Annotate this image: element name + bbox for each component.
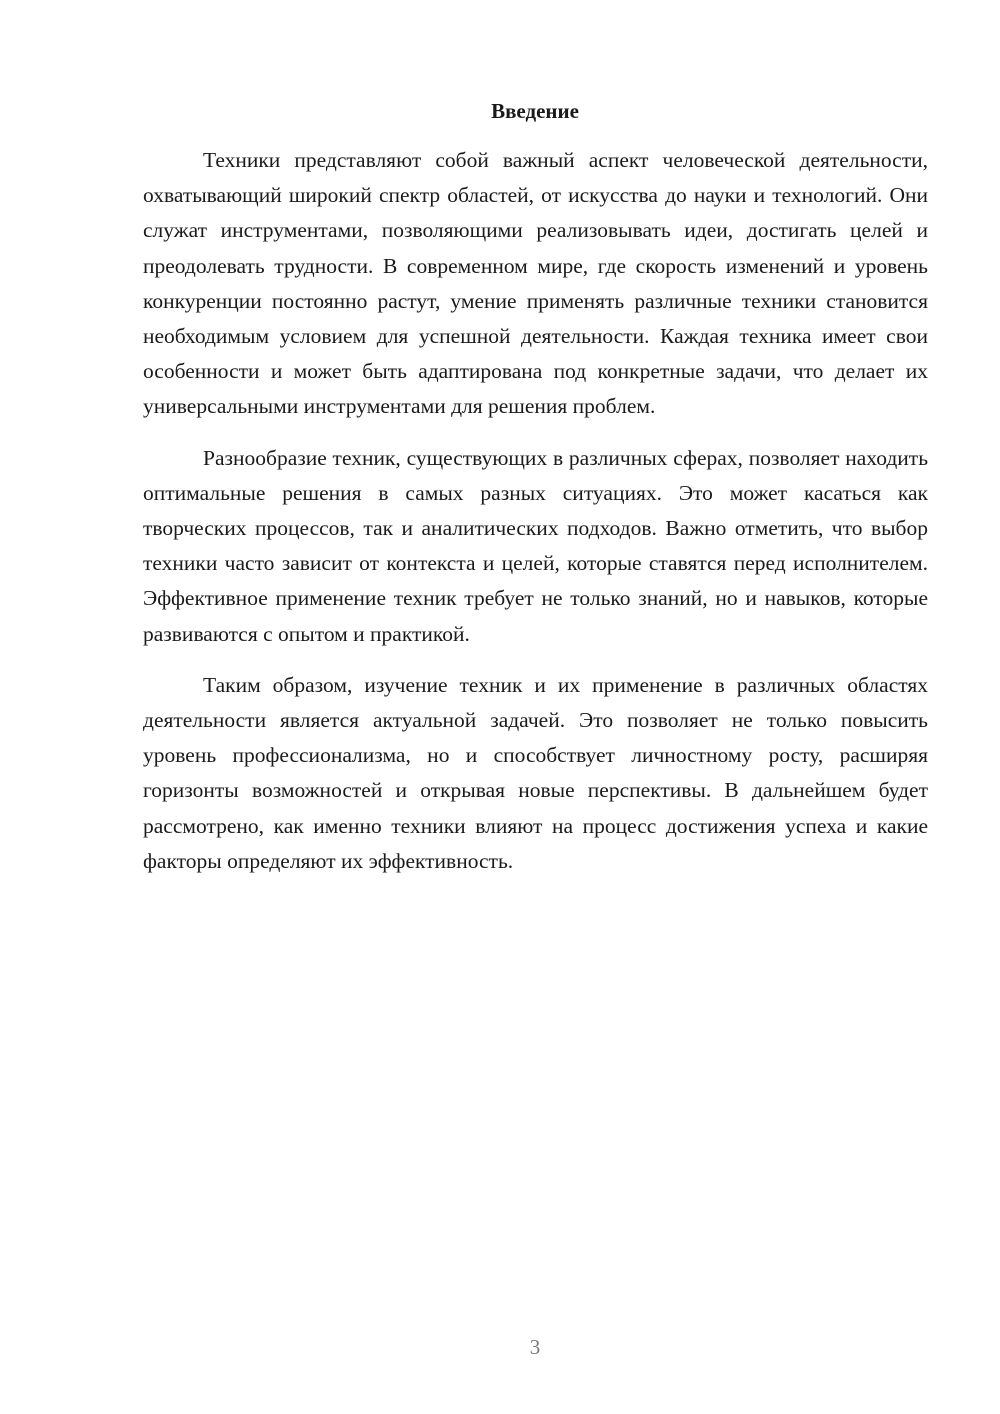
paragraph-1: Техники представляют собой важный аспект человеческой деятельности, охватывающий широкий спектр областей, от искусства до науки и технологий. Они служат инструментами, позволяющими реализовывать идеи, достигать целей и преодолевать трудности. В современном мире, где скорость изменений и уровень конкуренции постоянно растут, умение применять различные техники становится необходимым условием для успешной деятельности. Каждая техника имеет свои особенности и может быть адаптирована под конкретные задачи, что делает их универсальными инструментами для решения проблем. (143, 148, 928, 419)
paragraph-2: Разнообразие техник, существующих в различных сферах, позволяет находить оптимальные решения в самых разных ситуациях. Это может касаться как творческих процессов, так и аналитических подходов. Важно отметить, что выбор техники часто зависит от контекста и целей, которые ставятся перед исполнителем. Эффективное применение техник требует не только знаний, но и навыков, которые развиваются с опытом и практикой. (143, 445, 928, 646)
body-text (143, 143, 928, 895)
paragraph-3: Таким образом, изучение техник и их применение в различных областях деятельности является актуальной задачей. Это позволяет не только повысить уровень профессионализма, но и способствует личностному росту, расширяя горизонты возможностей и открывая новые перспективы. В дальнейшем будет рассмотрено, как именно техники влияют на процесс достижения успеха и какие факторы определяют их эффективность. (143, 672, 928, 873)
page-number: 3 (529, 1335, 541, 1359)
section-title: Введение (491, 99, 579, 123)
